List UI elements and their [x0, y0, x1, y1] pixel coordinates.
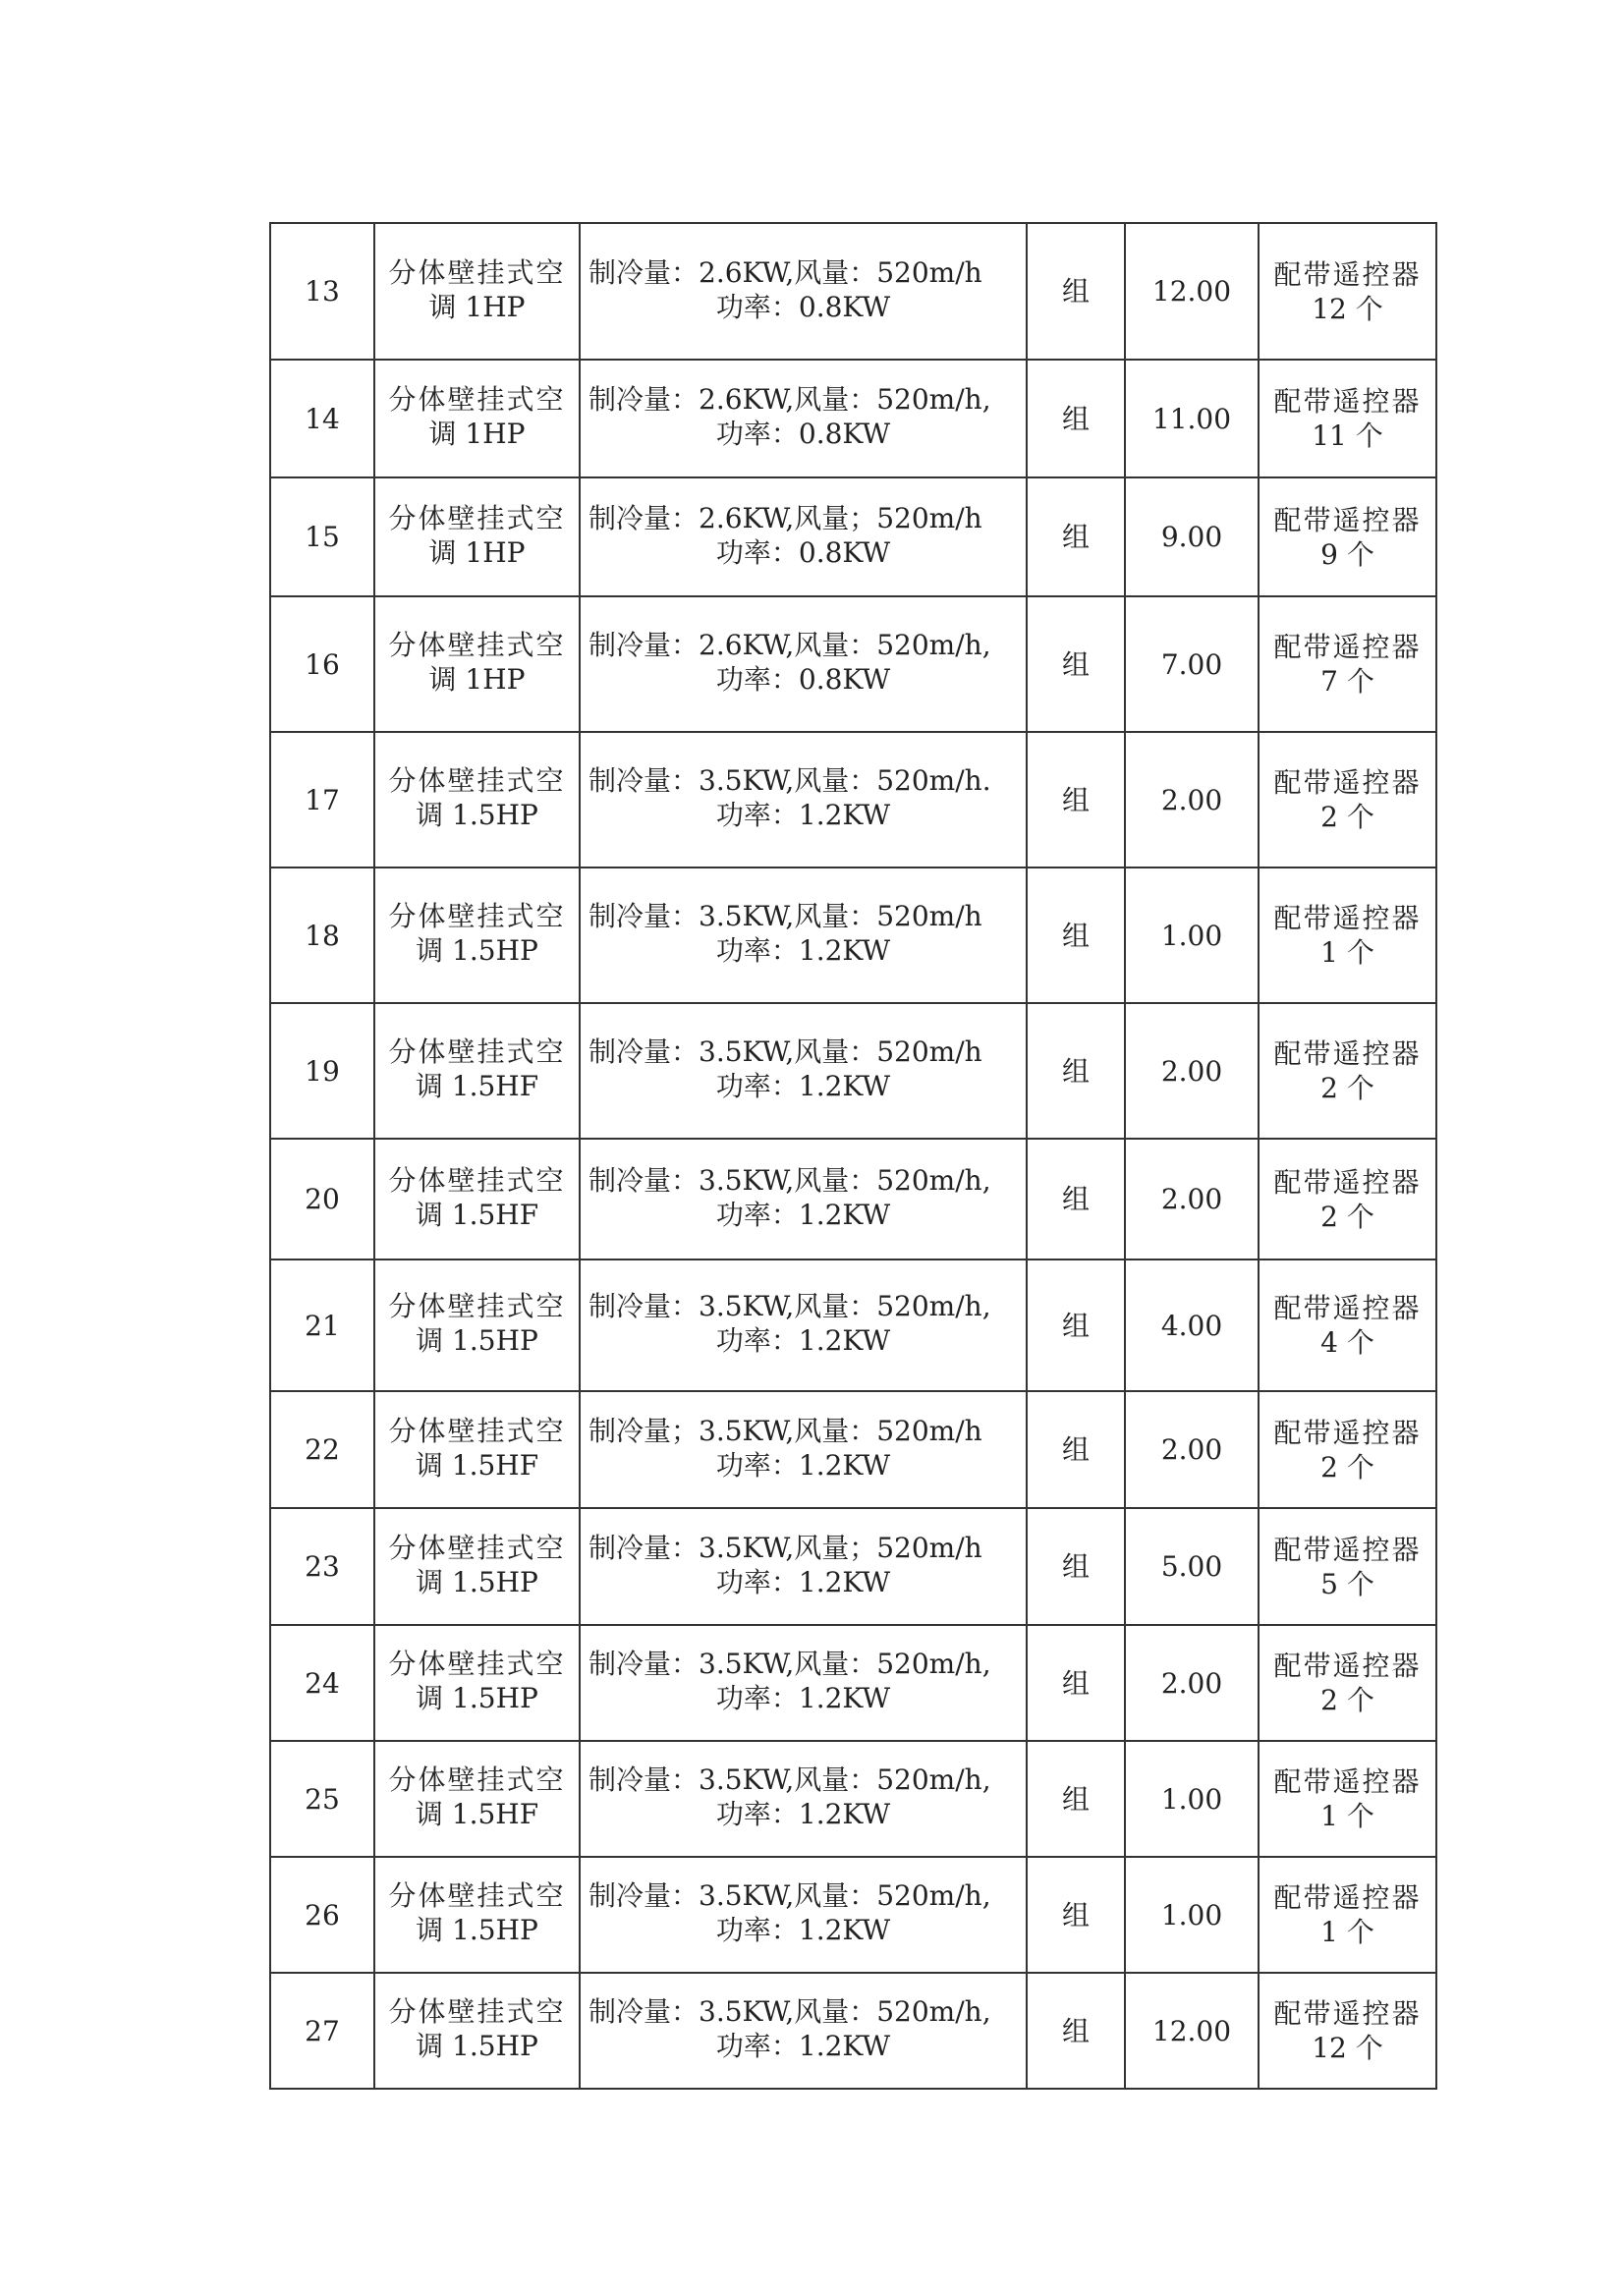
item-name-cell	[374, 1857, 580, 1973]
row-number: 20	[305, 1183, 340, 1215]
table-row	[270, 1857, 1436, 1973]
item-name-line-1: 分体壁挂式空	[388, 1648, 566, 1680]
unit: 组	[1061, 1054, 1090, 1088]
item-name-line-1: 分体壁挂式空	[388, 764, 566, 797]
row-number-cell	[270, 1973, 374, 2089]
remark-line-2: 9 个	[1320, 537, 1374, 571]
item-name-line-1: 分体壁挂式空	[388, 629, 566, 661]
quantity-cell	[1125, 1857, 1259, 1973]
quantity: 2.00	[1160, 1666, 1223, 1700]
quantity-cell	[1125, 1508, 1259, 1625]
row-number-cell	[270, 1139, 374, 1259]
unit-cell	[1027, 1741, 1125, 1857]
row-number-cell	[270, 868, 374, 1003]
spec-text	[581, 499, 1026, 576]
spec-line-2: 功率：1.2KW	[715, 1914, 891, 1946]
row-number: 22	[305, 1433, 340, 1466]
spec-cell	[580, 360, 1027, 477]
row-number: 23	[305, 1550, 340, 1583]
item-name	[375, 1287, 579, 1364]
spec-cell	[580, 1973, 1027, 2089]
row-number-cell	[270, 596, 374, 732]
spec-line-2: 功率：1.2KW	[715, 1798, 891, 1830]
row-number: 27	[305, 2014, 340, 2047]
unit-cell	[1027, 868, 1125, 1003]
item-name-cell	[374, 596, 580, 732]
spec-text	[581, 1761, 1026, 1837]
quantity-cell	[1125, 360, 1259, 477]
quantity: 12.00	[1151, 275, 1232, 308]
spec-cell	[580, 1391, 1027, 1508]
quantity-cell	[1125, 732, 1259, 868]
equipment-table	[269, 222, 1437, 2090]
remark-cell	[1259, 360, 1436, 477]
quantity: 2.00	[1160, 783, 1223, 816]
quantity-cell	[1125, 1391, 1259, 1508]
remark-cell	[1259, 1973, 1436, 2089]
quantity-cell	[1125, 1003, 1259, 1139]
table-body	[270, 223, 1436, 2089]
spec-cell	[580, 1508, 1027, 1625]
item-name	[375, 626, 579, 702]
spec-cell	[580, 732, 1027, 868]
table-row	[270, 1139, 1436, 1259]
remark-line-2: 4 个	[1320, 1326, 1374, 1359]
remark-line-1: 配带遥控器	[1273, 385, 1422, 418]
table-row	[270, 360, 1436, 477]
table-row	[270, 477, 1436, 596]
remark-line-2: 1 个	[1320, 936, 1374, 969]
item-name	[375, 1033, 579, 1109]
row-number: 13	[305, 275, 340, 308]
item-name-cell	[374, 1139, 580, 1259]
remark-line-1: 配带遥控器	[1273, 1037, 1422, 1070]
table-row	[270, 1508, 1436, 1625]
item-name-line-2: 调 1.5HF	[415, 1798, 539, 1830]
remark-line-1: 配带遥控器	[1273, 1765, 1422, 1798]
remark-line-1: 配带遥控器	[1273, 503, 1422, 536]
item-name	[375, 1761, 579, 1837]
item-name-line-2: 调 1.5HP	[416, 2030, 538, 2062]
spec-line-1: 制冷量：2.6KW,风量：520m/h	[588, 255, 982, 289]
row-number: 14	[305, 402, 340, 435]
remark-line-1: 配带遥控器	[1273, 631, 1422, 663]
spec-cell	[580, 1003, 1027, 1139]
item-name-line-1: 分体壁挂式空	[388, 1995, 566, 2028]
unit: 组	[1061, 1898, 1090, 1931]
unit: 组	[1061, 647, 1090, 681]
item-name-cell	[374, 477, 580, 596]
spec-line-2: 功率：0.8KW	[715, 535, 891, 569]
item-name	[375, 1529, 579, 1605]
spec-text	[581, 1287, 1026, 1364]
unit: 组	[1061, 1550, 1090, 1583]
spec-line-1: 制冷量：3.5KW,风量：520m/h,	[588, 1879, 991, 1912]
row-number: 19	[305, 1054, 340, 1088]
spec-line-1: 制冷量：3.5KW,风量：520m/h	[588, 900, 982, 932]
item-name-line-2: 调 1.5HP	[416, 1914, 538, 1946]
remark-cell	[1259, 732, 1436, 868]
remark-cell	[1259, 1741, 1436, 1857]
quantity: 11.00	[1151, 402, 1232, 435]
item-name-line-2: 调 1HP	[428, 663, 526, 696]
spec-line-1: 制冷量：3.5KW,风量：520m/h,	[588, 1163, 991, 1197]
remark-cell	[1259, 868, 1436, 1003]
spec-text	[581, 1876, 1026, 1953]
item-name-line-1: 分体壁挂式空	[388, 1531, 566, 1564]
quantity: 9.00	[1160, 521, 1223, 553]
spec-line-1: 制冷量：2.6KW,风量：520m/h,	[588, 629, 991, 661]
quantity-cell	[1125, 1741, 1259, 1857]
item-name-cell	[374, 360, 580, 477]
remark-line-2: 1 个	[1320, 1916, 1374, 1948]
row-number-cell	[270, 1508, 374, 1625]
spec-line-2: 功率：1.2KW	[715, 1565, 891, 1598]
remark-line-1: 配带遥控器	[1273, 1165, 1422, 1199]
item-name-line-1: 分体壁挂式空	[388, 1414, 566, 1447]
item-name-cell	[374, 868, 580, 1003]
spec-cell	[580, 1259, 1027, 1391]
spec-line-2: 功率：1.2KW	[715, 2030, 891, 2062]
item-name-line-1: 分体壁挂式空	[388, 255, 566, 289]
item-name	[375, 761, 579, 838]
remark-line-1: 配带遥控器	[1273, 1881, 1422, 1914]
spec-text	[581, 761, 1026, 838]
table-row	[270, 1741, 1436, 1857]
row-number-cell	[270, 732, 374, 868]
spec-line-2: 功率：1.2KW	[715, 1448, 891, 1482]
item-name-line-2: 调 1.5HP	[416, 934, 538, 967]
remark-line-1: 配带遥控器	[1273, 257, 1422, 291]
remark-line-2: 2 个	[1320, 1684, 1374, 1716]
item-name	[375, 1992, 579, 2069]
item-name	[375, 380, 579, 457]
row-number: 18	[305, 919, 340, 952]
unit-cell	[1027, 1391, 1125, 1508]
quantity-cell	[1125, 1973, 1259, 2089]
item-name-cell	[374, 1003, 580, 1139]
remark-line-1: 配带遥控器	[1273, 766, 1422, 799]
unit-cell	[1027, 477, 1125, 596]
item-name-cell	[374, 1391, 580, 1508]
quantity: 2.00	[1160, 1054, 1223, 1088]
quantity-cell	[1125, 223, 1259, 360]
remark-line-1: 配带遥控器	[1273, 1997, 1422, 2030]
item-name-line-1: 分体壁挂式空	[388, 1763, 566, 1796]
row-number: 24	[305, 1666, 340, 1700]
item-name-line-2: 调 1HP	[428, 290, 526, 323]
spec-cell	[580, 223, 1027, 360]
item-name-line-2: 调 1.5HF	[415, 1448, 539, 1482]
item-name-line-2: 调 1.5HP	[416, 799, 538, 831]
spec-line-2: 功率：1.2KW	[715, 1198, 891, 1231]
unit-cell	[1027, 1003, 1125, 1139]
spec-line-2: 功率：1.2KW	[715, 1682, 891, 1714]
row-number-cell	[270, 1259, 374, 1391]
unit-cell	[1027, 1973, 1125, 2089]
spec-text	[581, 1412, 1026, 1488]
remark-line-2: 5 个	[1320, 1567, 1374, 1600]
spec-line-1: 制冷量：3.5KW,风量：520m/h.	[588, 764, 991, 797]
remark-line-2: 12 个	[1312, 2032, 1383, 2064]
quantity: 1.00	[1160, 1782, 1223, 1816]
row-number: 26	[305, 1898, 340, 1931]
spec-line-1: 制冷量；3.5KW,风量：520m/h	[588, 1414, 982, 1447]
table-row	[270, 868, 1436, 1003]
spec-text	[581, 1645, 1026, 1721]
table-row	[270, 732, 1436, 868]
item-name	[375, 499, 579, 576]
unit-cell	[1027, 360, 1125, 477]
unit: 组	[1061, 1183, 1090, 1215]
spec-cell	[580, 1741, 1027, 1857]
remark-line-2: 7 个	[1320, 665, 1374, 698]
quantity-cell	[1125, 1139, 1259, 1259]
row-number-cell	[270, 477, 374, 596]
remark-line-2: 2 个	[1320, 801, 1374, 833]
remark-cell	[1259, 1625, 1436, 1741]
item-name-cell	[374, 1259, 580, 1391]
unit: 组	[1061, 275, 1090, 308]
spec-text	[581, 380, 1026, 457]
table-row	[270, 1259, 1436, 1391]
item-name	[375, 1161, 579, 1238]
row-number: 15	[305, 521, 340, 553]
remark-line-1: 配带遥控器	[1273, 1533, 1422, 1566]
quantity-cell	[1125, 1259, 1259, 1391]
remark-line-1: 配带遥控器	[1273, 1416, 1422, 1449]
unit-cell	[1027, 1857, 1125, 1973]
spec-cell	[580, 1139, 1027, 1259]
unit: 组	[1061, 1433, 1090, 1466]
item-name-line-2: 调 1HP	[428, 418, 526, 450]
item-name-line-2: 调 1HP	[428, 535, 526, 569]
spec-cell	[580, 1857, 1027, 1973]
table-row	[270, 1003, 1436, 1139]
row-number: 17	[305, 783, 340, 816]
item-name-line-2: 调 1.5HF	[415, 1198, 539, 1231]
remark-cell	[1259, 1003, 1436, 1139]
unit: 组	[1061, 1782, 1090, 1816]
quantity: 1.00	[1160, 919, 1223, 952]
item-name-cell	[374, 1741, 580, 1857]
item-name	[375, 253, 579, 330]
quantity: 1.00	[1160, 1898, 1223, 1931]
item-name-line-2: 调 1.5HP	[416, 1324, 538, 1357]
quantity: 4.00	[1160, 1309, 1223, 1342]
spec-line-2: 功率：0.8KW	[715, 418, 891, 450]
item-name-line-1: 分体壁挂式空	[388, 1163, 566, 1197]
unit: 组	[1061, 783, 1090, 816]
table-row	[270, 596, 1436, 732]
remark-cell	[1259, 1857, 1436, 1973]
remark-line-2: 2 个	[1320, 1450, 1374, 1483]
table-row	[270, 1391, 1436, 1508]
spec-text	[581, 1529, 1026, 1605]
item-name	[375, 1645, 579, 1721]
item-name-cell	[374, 1508, 580, 1625]
spec-text	[581, 1161, 1026, 1238]
item-name-line-1: 分体壁挂式空	[388, 501, 566, 534]
item-name-cell	[374, 1973, 580, 2089]
quantity-cell	[1125, 596, 1259, 732]
remark-cell	[1259, 223, 1436, 360]
unit-cell	[1027, 223, 1125, 360]
remark-cell	[1259, 1508, 1436, 1625]
row-number: 16	[305, 647, 340, 681]
table-row	[270, 223, 1436, 360]
spec-line-2: 功率：1.2KW	[715, 1324, 891, 1357]
remark-line-1: 配带遥控器	[1273, 902, 1422, 934]
unit: 组	[1061, 1666, 1090, 1700]
spec-text	[581, 1992, 1026, 2069]
row-number-cell	[270, 1003, 374, 1139]
unit: 组	[1061, 919, 1090, 952]
unit-cell	[1027, 1508, 1125, 1625]
remark-line-2: 12 个	[1312, 292, 1383, 325]
remark-line-2: 2 个	[1320, 1072, 1374, 1104]
row-number: 25	[305, 1782, 340, 1816]
unit: 组	[1061, 402, 1090, 435]
unit: 组	[1061, 2014, 1090, 2047]
spec-line-1: 制冷量：3.5KW,风量：520m/h,	[588, 1290, 991, 1322]
remark-line-2: 1 个	[1320, 1800, 1374, 1832]
spec-cell	[580, 1625, 1027, 1741]
quantity-cell	[1125, 477, 1259, 596]
item-name-line-2: 调 1.5HP	[416, 1682, 538, 1714]
unit-cell	[1027, 596, 1125, 732]
quantity-cell	[1125, 1625, 1259, 1741]
row-number-cell	[270, 1625, 374, 1741]
row-number-cell	[270, 1857, 374, 1973]
item-name-line-1: 分体壁挂式空	[388, 383, 566, 416]
spec-line-2: 功率：0.8KW	[715, 663, 891, 696]
quantity: 7.00	[1160, 647, 1223, 681]
unit-cell	[1027, 1625, 1125, 1741]
row-number-cell	[270, 360, 374, 477]
remark-cell	[1259, 1391, 1436, 1508]
table-row	[270, 1625, 1436, 1741]
spec-text	[581, 626, 1026, 702]
spec-text	[581, 253, 1026, 330]
item-name	[375, 1876, 579, 1953]
spec-line-2: 功率：0.8KW	[715, 290, 891, 323]
row-number: 21	[305, 1309, 340, 1342]
spec-line-2: 功率：1.2KW	[715, 934, 891, 967]
row-number-cell	[270, 1391, 374, 1508]
row-number-cell	[270, 223, 374, 360]
unit: 组	[1061, 521, 1090, 553]
spec-cell	[580, 596, 1027, 732]
spec-line-2: 功率：1.2KW	[715, 799, 891, 831]
unit-cell	[1027, 1259, 1125, 1391]
item-name-cell	[374, 223, 580, 360]
spec-text	[581, 1033, 1026, 1109]
item-name-line-1: 分体壁挂式空	[388, 900, 566, 932]
item-name-line-2: 调 1.5HF	[415, 1070, 539, 1102]
item-name	[375, 1412, 579, 1488]
remark-line-2: 2 个	[1320, 1200, 1374, 1233]
unit: 组	[1061, 1309, 1090, 1342]
spec-text	[581, 897, 1026, 974]
item-name-line-1: 分体壁挂式空	[388, 1036, 566, 1068]
item-name-cell	[374, 1625, 580, 1741]
remark-cell	[1259, 477, 1436, 596]
spec-line-1: 制冷量：3.5KW,风量：520m/h	[588, 1036, 982, 1068]
quantity: 2.00	[1160, 1433, 1223, 1466]
unit-cell	[1027, 732, 1125, 868]
spec-line-1: 制冷量：3.5KW,风量：520m/h,	[588, 1995, 991, 2028]
quantity-cell	[1125, 868, 1259, 1003]
unit-cell	[1027, 1139, 1125, 1259]
remark-line-2: 11 个	[1312, 420, 1383, 452]
spec-line-1: 制冷量：2.6KW,风量：520m/h,	[588, 383, 991, 416]
row-number-cell	[270, 1741, 374, 1857]
spec-line-1: 制冷量：3.5KW,风量：520m/h,	[588, 1648, 991, 1680]
quantity: 12.00	[1151, 2014, 1232, 2047]
quantity: 5.00	[1160, 1550, 1223, 1583]
item-name-line-1: 分体壁挂式空	[388, 1290, 566, 1322]
spec-cell	[580, 868, 1027, 1003]
spec-cell	[580, 477, 1027, 596]
table-row	[270, 1973, 1436, 2089]
spec-line-2: 功率：1.2KW	[715, 1070, 891, 1102]
item-name	[375, 897, 579, 974]
spec-line-1: 制冷量：3.5KW,风量：520m/h,	[588, 1763, 991, 1796]
remark-cell	[1259, 596, 1436, 732]
item-name-line-2: 调 1.5HP	[416, 1565, 538, 1598]
item-name-line-1: 分体壁挂式空	[388, 1879, 566, 1912]
remark-line-1: 配带遥控器	[1273, 1650, 1422, 1682]
spec-line-1: 制冷量：3.5KW,风量；520m/h	[588, 1531, 982, 1564]
item-name-cell	[374, 732, 580, 868]
remark-line-1: 配带遥控器	[1273, 1292, 1422, 1324]
remark-cell	[1259, 1259, 1436, 1391]
spec-line-1: 制冷量：2.6KW,风量；520m/h	[588, 501, 982, 534]
quantity: 2.00	[1160, 1183, 1223, 1215]
remark-cell	[1259, 1139, 1436, 1259]
